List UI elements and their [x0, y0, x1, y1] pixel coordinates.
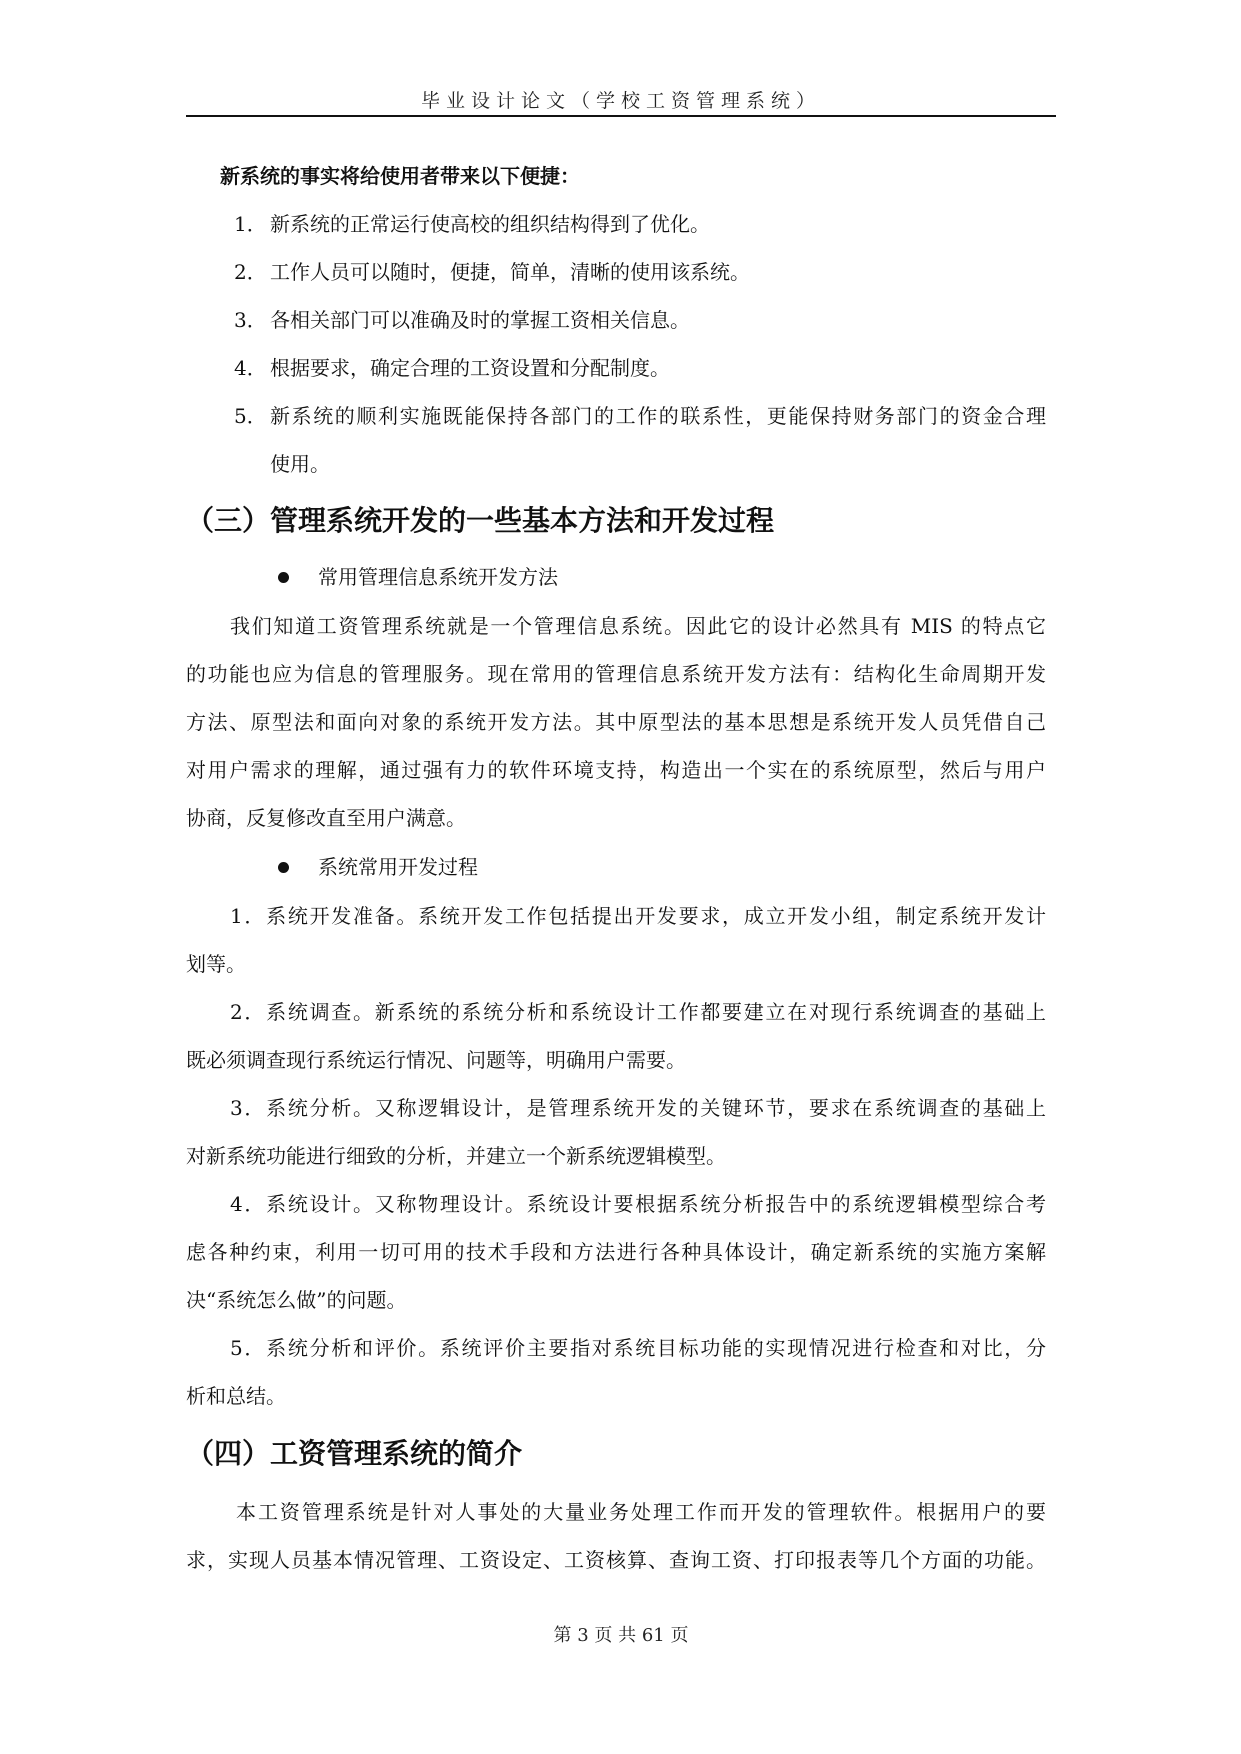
intro-item-num: 4． [234, 356, 267, 380]
step-line: 4．系统设计。又称物理设计。系统设计要根据系统分析报告中的系统逻辑模型综合考 [230, 1192, 1046, 1216]
paragraph-line: 方法、原型法和面向对象的系统开发方法。其中原型法的基本思想是系统开发人员凭借自己 [186, 710, 1046, 734]
step-line: 划等。 [186, 952, 246, 976]
bullet-text: 系统常用开发过程 [318, 855, 478, 879]
intro-item-num: 2． [234, 260, 267, 284]
intro-item-text: 新系统的顺利实施既能保持各部门的工作的联系性，更能保持财务部门的资金合理 [270, 404, 1046, 428]
section-heading: （四）工资管理系统的简介 [186, 1437, 523, 1470]
step-line: 决“系统怎么做”的问题。 [186, 1288, 407, 1312]
intro-item-num: 5． [234, 404, 267, 428]
page-number: 第 3 页 共 61 页 [553, 1625, 689, 1646]
step-line: 既必须调查现行系统运行情况、问题等，明确用户需要。 [186, 1048, 686, 1072]
bullet-dot [278, 572, 289, 583]
intro-heading: 新系统的事实将给使用者带来以下便捷： [220, 164, 580, 188]
bullet-dot [278, 862, 289, 873]
section-heading: （三）管理系统开发的一些基本方法和开发过程 [186, 504, 775, 537]
intro-item-continuation: 使用。 [270, 452, 330, 476]
running-header: 毕业设计论文（学校工资管理系统） [420, 90, 821, 112]
step-line: 3．系统分析。又称逻辑设计，是管理系统开发的关键环节，要求在系统调查的基础上 [230, 1096, 1046, 1120]
paragraph-line: 求，实现人员基本情况管理、工资设定、工资核算、查询工资、打印报表等几个方面的功能。 [186, 1548, 1046, 1572]
paragraph-line: 的功能也应为信息的管理服务。现在常用的管理信息系统开发方法有：结构化生命周期开发 [186, 662, 1046, 686]
bullet-text: 常用管理信息系统开发方法 [318, 565, 558, 589]
intro-item-text: 各相关部门可以准确及时的掌握工资相关信息。 [270, 308, 690, 332]
intro-item-text: 新系统的正常运行使高校的组织结构得到了优化。 [270, 212, 710, 236]
intro-item-num: 1． [234, 212, 267, 236]
step-line: 析和总结。 [186, 1384, 286, 1408]
step-line: 1．系统开发准备。系统开发工作包括提出开发要求，成立开发小组，制定系统开发计 [230, 904, 1046, 928]
step-line: 虑各种约束，利用一切可用的技术手段和方法进行各种具体设计，确定新系统的实施方案解 [186, 1240, 1046, 1264]
step-line: 对新系统功能进行细致的分析，并建立一个新系统逻辑模型。 [186, 1144, 726, 1168]
step-line: 5．系统分析和评价。系统评价主要指对系统目标功能的实现情况进行检查和对比，分 [230, 1336, 1046, 1360]
step-line: 2．系统调查。新系统的系统分析和系统设计工作都要建立在对现行系统调查的基础上 [230, 1000, 1046, 1024]
header-rule [186, 115, 1056, 117]
paragraph-line: 对用户需求的理解，通过强有力的软件环境支持，构造出一个实在的系统原型，然后与用户 [186, 758, 1046, 782]
intro-item-num: 3． [234, 308, 267, 332]
intro-item-text: 根据要求，确定合理的工资设置和分配制度。 [270, 356, 670, 380]
paragraph-line: 本工资管理系统是针对人事处的大量业务处理工作而开发的管理软件。根据用户的要 [236, 1500, 1046, 1524]
paragraph-line: 协商，反复修改直至用户满意。 [186, 806, 466, 830]
paragraph-line: 我们知道工资管理系统就是一个管理信息系统。因此它的设计必然具有 MIS 的特点它 [230, 614, 1046, 638]
intro-item-text: 工作人员可以随时，便捷，简单，清晰的使用该系统。 [270, 260, 750, 284]
